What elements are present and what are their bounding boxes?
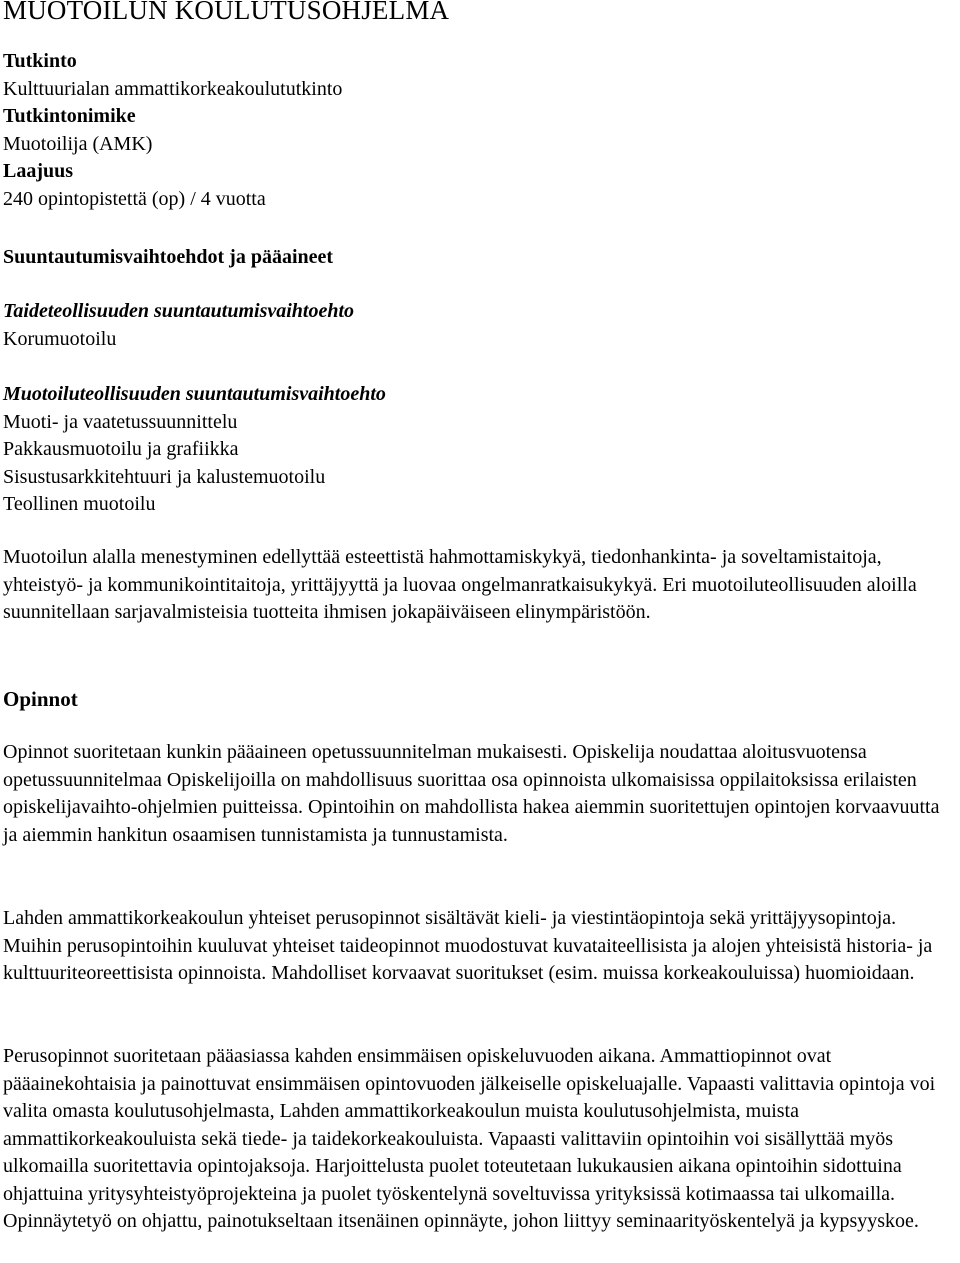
- track-title: Taideteollisuuden suuntautumisvaihtoehto: [3, 300, 355, 322]
- fact-value-degree: Kulttuurialan ammattikorkeakoulututkinto: [3, 77, 343, 100]
- fact-term-scope: Laajuus: [3, 160, 74, 183]
- studies-paragraph: Perusopinnot suoritetaan pääasiassa kahden ensimmäisen opiskeluvuoden aikana. Ammattiopinnot ovat pääainekohtaisia ja painottuvat ensimmäisen opintovuoden jälkeiselle opiskeluajalle. Vapaasti valittavia opintoja voi valita omasta koulutusohjelmasta, Lahden ammattikorkeakoulun muista koulutusohjelmista, muista ammattikorkeakouluista sekä tiede- ja taidekorkeakouluista. Vapaasti valittaviin opintoihin voi sisällyttää myös ulkomailla suoritettavia opintojaksoja. Harjoittelusta puolet toteutetaan lukukausien aikana opintoihin sidottuina ohjattuina yritysyhteistyöprojekteina ja puolet työskentelynä soveltuvissa yrityksissä kotimaassa tai ulkomailla. Opinnäytetyö on ohjattu, painotukseltaan itsenäinen opinnäyte, johon liittyy seminaarityöskentelyä ja kypsyyskoe.: [3, 1045, 936, 1232]
- orientations-heading: Suuntautumisvaihtoehdot ja pääaineet: [3, 246, 334, 268]
- studies-heading: Opinnot: [3, 687, 78, 711]
- major-item: Teollinen muotoilu: [3, 493, 156, 516]
- major-item: Sisustusarkkitehtuuri ja kalustemuotoilu: [3, 465, 326, 488]
- page-title: MUOTOILUN KOULUTUSOHJELMA: [3, 0, 450, 25]
- intro-paragraph: Muotoilun alalla menestyminen edellyttää esteettistä hahmottamiskykyä, tiedonhankinta- ja soveltamistaitoja, yhteistyö- ja kommunikointitaitoja, yrittäjyyttä ja luovaa ongelmanratkaisukykyä. Eri muotoiluteollisuuden aloilla suunnitellaan sarjavalmisteisia tuotteita ihmisen jokapäiväiseen elinympäristöön.: [3, 546, 917, 623]
- degree-facts: [3, 48, 342, 214]
- fact-term-title: Tutkintonimike: [3, 105, 136, 128]
- studies-paragraph: Lahden ammattikorkeakoulun yhteiset perusopinnot sisältävät kieli- ja viestintäopintoja sekä yrittäjyysopintoja. Muihin perusopintoihin kuuluvat yhteiset taideopinnot muodostuvat kuvataiteellisista ja alojen yhteisistä historia- ja kulttuuriteoreettisista opinnoista. Mahdolliset korvaavat suoritukset (esim. muissa korkeakouluissa) huomioidaan.: [3, 907, 933, 984]
- major-item: Korumuotoilu: [3, 327, 117, 350]
- major-item: Pakkausmuotoilu ja grafiikka: [3, 438, 239, 461]
- fact-value-scope: 240 opintopistettä (op) / 4 vuotta: [3, 187, 266, 210]
- major-item: Muoti- ja vaatetussuunnittelu: [3, 410, 238, 433]
- track-title: Muotoiluteollisuuden suuntautumisvaihtoehto: [3, 383, 386, 405]
- studies-paragraph: Opinnot suoritetaan kunkin pääaineen opetussuunnitelman mukaisesti. Opiskelija noudattaa aloitusvuotensa opetussuunnitelmaa Opiskelijoilla on mahdollisuus suorittaa osa opinnoista ulkomaisissa oppilaitoksissa erilaisten opiskelijavaihto-ohjelmien puitteissa. Opintoihin on mahdollista hakea aiemmin suoritettujen opintojen korvaavuutta ja aiemmin hankitun osaamisen tunnistamista ja tunnustamista.: [3, 741, 940, 846]
- fact-term-degree: Tutkinto: [3, 50, 77, 72]
- track-design-industry: [3, 381, 386, 519]
- track-art-industry: [3, 298, 354, 353]
- fact-value-title: Muotoilija (AMK): [3, 132, 153, 155]
